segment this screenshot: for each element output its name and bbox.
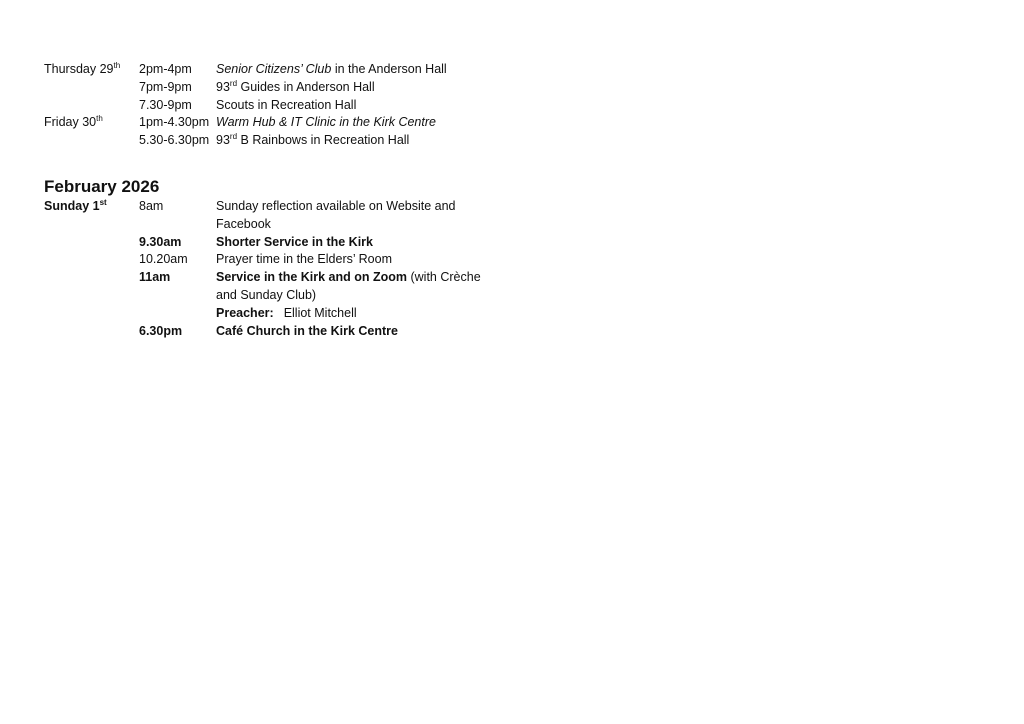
event-description: Prayer time in the Elders’ Room xyxy=(216,252,392,267)
event-description: 93rd B Rainbows in Recreation Hall xyxy=(216,132,410,148)
day-sunday: Sunday 1st xyxy=(44,197,107,213)
schedule-row xyxy=(44,234,484,252)
event-time: 6.30pm xyxy=(139,323,183,338)
event-time: 5.30-6.30pm xyxy=(139,133,210,148)
day-thursday: Thursday 29th xyxy=(44,60,121,76)
month-heading: February 2026 xyxy=(44,177,160,196)
schedule-row xyxy=(44,61,484,79)
schedule-row xyxy=(44,198,484,234)
day-friday: Friday 30th xyxy=(44,114,103,130)
event-description: Senior Citizens’ Club in the Anderson Hall xyxy=(216,62,447,76)
february-schedule xyxy=(44,198,484,340)
january-schedule xyxy=(44,61,484,150)
event-time: 8am xyxy=(139,199,164,213)
event-description: Service in the Kirk and on Zoom (with Crèche and Sunday Club) xyxy=(216,270,481,302)
event-description: Shorter Service in the Kirk xyxy=(216,234,374,249)
event-time: 11am xyxy=(139,270,171,285)
event-time: 10.20am xyxy=(139,252,188,267)
schedule-row xyxy=(44,132,484,150)
schedule-row xyxy=(44,269,484,305)
event-time: 2pm-4pm xyxy=(139,62,192,76)
event-description: Warm Hub & IT Clinic in the Kirk Centre xyxy=(216,115,436,130)
schedule-row xyxy=(44,97,484,115)
event-description: Sunday reflection available on Website and Facebook xyxy=(216,199,456,231)
preacher-label: Preacher: xyxy=(216,305,274,320)
schedule-row xyxy=(44,323,484,341)
schedule-row xyxy=(44,305,484,323)
preacher-line xyxy=(216,305,484,323)
schedule-row xyxy=(44,114,484,132)
event-description: 93rd Guides in Anderson Hall xyxy=(216,78,375,94)
preacher-name: Elliot Mitchell xyxy=(283,305,357,320)
event-time: 7pm-9pm xyxy=(139,79,192,94)
event-time: 1pm-4.30pm xyxy=(139,115,210,130)
event-time: 9.30am xyxy=(139,234,182,249)
event-description: Scouts in Recreation Hall xyxy=(216,97,357,112)
event-description: Café Church in the Kirk Centre xyxy=(216,323,398,338)
event-time: 7.30-9pm xyxy=(139,97,192,112)
schedule-row xyxy=(44,251,484,269)
schedule-row xyxy=(44,79,484,97)
